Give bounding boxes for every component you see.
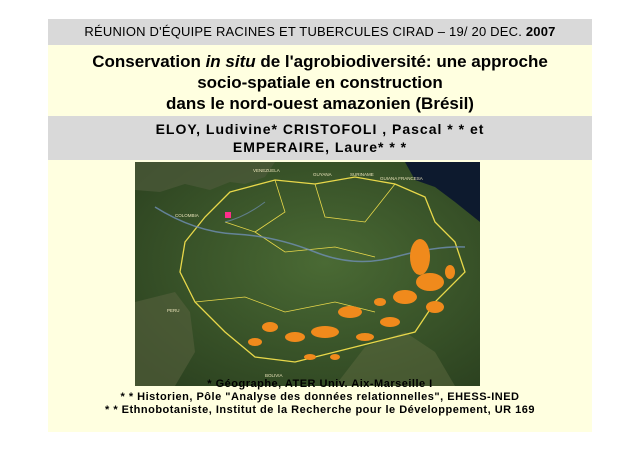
title-line-2: socio-spatiale en construction bbox=[197, 73, 443, 92]
slide bbox=[48, 19, 592, 432]
title-line-1: Conservation in situ de l'agrobiodiversité: une approche bbox=[92, 52, 548, 71]
conference-year: 2007 bbox=[525, 24, 556, 39]
slide-title bbox=[48, 51, 592, 114]
map-label-guiana-francesa: GUIANA FRANCESA bbox=[380, 176, 423, 181]
map-label-colombia: COLOMBIA bbox=[175, 213, 199, 218]
authors-line-1: ELOY, Ludivine* CRISTOFOLI , Pascal * * et bbox=[155, 121, 485, 137]
title-line-3: dans le nord-ouest amazonien (Brésil) bbox=[166, 94, 474, 113]
title-italic: in situ bbox=[205, 52, 256, 71]
map-label-peru: PERU bbox=[167, 308, 180, 313]
footnotes bbox=[48, 378, 592, 417]
map-label-suriname: SURINAME bbox=[350, 172, 374, 177]
authors-line-2: EMPERAIRE, Laure* * * bbox=[232, 139, 408, 155]
location-marker bbox=[225, 212, 231, 218]
map-label-venezuela: VENEZUELA bbox=[253, 168, 280, 173]
map-label-guyana: GUYANA bbox=[313, 172, 332, 177]
footnote-1: * Géographe, ATER Univ. Aix-Marseille I bbox=[207, 378, 433, 390]
authors bbox=[48, 120, 592, 156]
map-label-bolivia: BOLIVIA bbox=[265, 373, 283, 378]
conference-text: RÉUNION D'ÉQUIPE RACINES ET TUBERCULES CIRAD – 19/ 20 DEC. bbox=[84, 24, 523, 39]
conference-header bbox=[48, 24, 592, 39]
footnote-2: * * Historien, Pôle "Analyse des données relationnelles", EHESS-INED bbox=[120, 391, 520, 403]
footnote-3: * * Ethnobotaniste, Institut de la Recherche pour le Développement, UR 169 bbox=[104, 404, 536, 416]
amazon-map bbox=[135, 162, 480, 386]
